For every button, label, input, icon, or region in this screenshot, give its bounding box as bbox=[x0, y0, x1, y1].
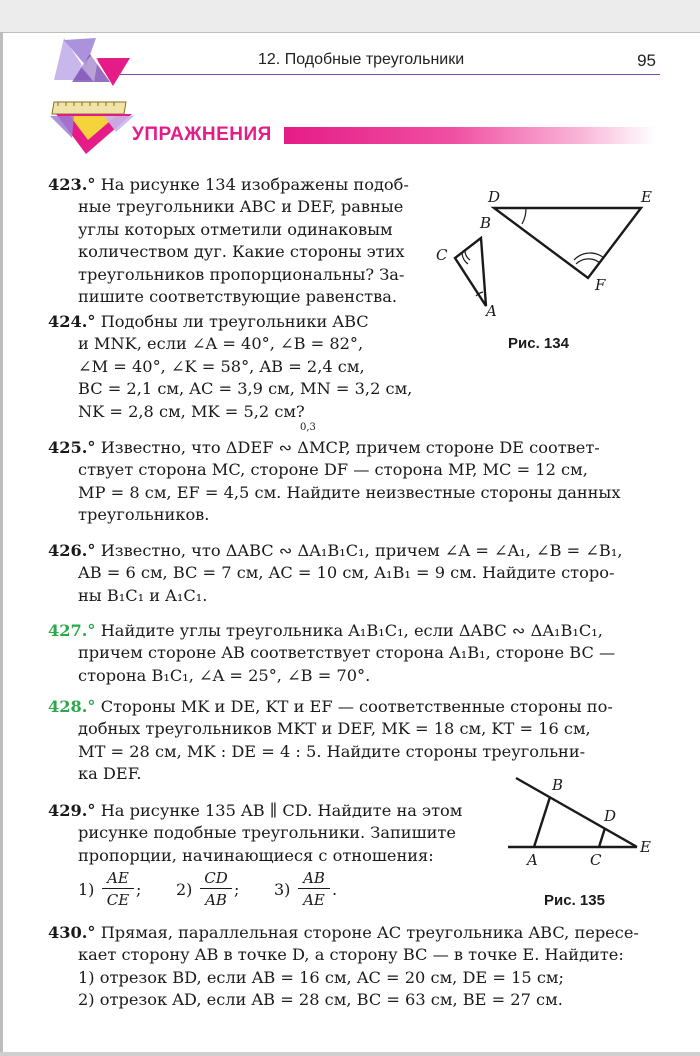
ratio-number: 3) bbox=[274, 880, 291, 899]
exercise-number: 430.° bbox=[48, 923, 96, 942]
viewer-left-edge bbox=[0, 32, 3, 1056]
figure-label: E bbox=[640, 838, 651, 856]
ratio-number: 1) bbox=[78, 880, 95, 899]
fraction bbox=[298, 868, 330, 909]
exercise-line: BC = 2,1 см, AC = 3,9 см, MN = 3,2 см, bbox=[78, 379, 413, 399]
viewer-bottom-edge bbox=[0, 1052, 700, 1056]
figure-134-caption: Рис. 134 bbox=[508, 335, 569, 352]
exercise-line: NK = 2,8 см, MK = 5,2 см? bbox=[78, 401, 305, 421]
fraction-numerator: AB bbox=[298, 868, 330, 889]
exercise-line: причем стороне AB соответствует сторона A₁B₁, стороне BC — bbox=[78, 643, 616, 663]
ratio-options bbox=[78, 868, 378, 916]
fraction-denominator: AB bbox=[205, 891, 227, 909]
exercise-line: треугольников. bbox=[78, 505, 210, 525]
section-heading-bar bbox=[284, 127, 656, 144]
exercise-line: Найдите углы треугольника A₁B₁C₁, если ΔABC ∾ ΔA₁B₁C₁, bbox=[100, 621, 603, 640]
exercise-line: 1) отрезок BD, если AB = 16 см, AC = 20 см, DE = 15 см; bbox=[78, 967, 564, 987]
section-title: 12. Подобные треугольники bbox=[258, 51, 465, 68]
exercise-line: ∠M = 40°, ∠K = 58°, AB = 2,4 см, bbox=[78, 356, 365, 376]
exercise-line: сторона B₁C₁, ∠A = 25°, ∠B = 70°. bbox=[78, 665, 371, 685]
exercises-ruler-icon bbox=[46, 92, 136, 156]
exercise-line: ка DEF. bbox=[78, 764, 142, 784]
exercise-number: 425.° bbox=[48, 438, 96, 457]
figure-label: D bbox=[488, 188, 501, 206]
exercise-423 bbox=[48, 174, 415, 308]
exercise-426 bbox=[48, 540, 655, 607]
similarity-ratio: 0,3 bbox=[300, 422, 316, 433]
exercise-line: MT = 28 см, MK : DE = 4 : 5. Найдите стороны треугольни- bbox=[78, 741, 586, 761]
exercise-line: Прямая, параллельная стороне AC треугольника ABC, пересе- bbox=[100, 923, 639, 942]
fraction bbox=[200, 868, 232, 909]
figure-134 bbox=[428, 186, 660, 320]
exercise-line: Стороны MK и DE, KT и EF — соответственные стороны по- bbox=[100, 697, 613, 716]
exercise-line: треугольников пропорциональны? За- bbox=[78, 264, 405, 284]
exercise-number: 424.° bbox=[48, 312, 96, 331]
exercise-line: MP = 8 см, EF = 4,5 см. Найдите неизвестные стороны данных bbox=[78, 482, 621, 502]
exercise-line: ные треугольники ABC и DEF, равные bbox=[78, 197, 404, 217]
exercise-425 bbox=[48, 437, 655, 527]
exercise-line: добных треугольников MKT и DEF, MK = 18 см, KT = 16 см, bbox=[78, 719, 591, 739]
exercise-line: Известно, что ΔDEF ∾ ΔMCP, причем стороне DE соответ- bbox=[100, 438, 600, 457]
ratio-separator: ; bbox=[234, 880, 240, 899]
figure-label: A bbox=[527, 851, 538, 869]
figure-label: E bbox=[641, 188, 652, 206]
figure-label: B bbox=[480, 214, 492, 232]
figure-label: A bbox=[486, 302, 497, 320]
fraction-denominator: CE bbox=[106, 891, 130, 909]
exercise-line: пишите соответствующие равенства. bbox=[78, 287, 397, 307]
exercise-430 bbox=[48, 922, 655, 1012]
ratio-option bbox=[274, 868, 354, 916]
exercise-line: пропорции, начинающиеся с отношения: bbox=[78, 845, 434, 865]
exercise-line: кает сторону AB в точке D, а сторону BC — в точке E. Найдите: bbox=[78, 945, 624, 965]
exercise-line: ны B₁C₁ и A₁C₁. bbox=[78, 585, 208, 605]
header-triangles-icon bbox=[50, 36, 130, 88]
fraction-numerator: CD bbox=[200, 868, 232, 889]
header-rule bbox=[120, 74, 660, 75]
exercise-line: рисунке подобные треугольники. Запишите bbox=[78, 823, 456, 843]
exercise-line: углы которых отметили одинаковым bbox=[78, 219, 393, 239]
exercise-424 bbox=[48, 311, 415, 423]
exercise-427 bbox=[48, 620, 655, 687]
exercise-429 bbox=[48, 800, 488, 867]
exercise-line: 2) отрезок AD, если AB = 28 см, BC = 63 см, BE = 27 см. bbox=[78, 990, 563, 1010]
exercise-line: На рисунке 135 AB ∥ CD. Найдите на этом bbox=[100, 801, 463, 820]
exercise-line: AB = 6 см, BC = 7 см, AC = 10 см, A₁B₁ = 9 см. Найдите сторо- bbox=[78, 563, 615, 583]
exercise-number: 423.° bbox=[48, 175, 96, 194]
figure-135 bbox=[500, 770, 662, 870]
section-heading: УПРАЖНЕНИЯ bbox=[132, 124, 272, 145]
fraction bbox=[102, 868, 134, 909]
exercise-line: Подобны ли треугольники ABC bbox=[100, 312, 369, 331]
figure-label: D bbox=[604, 807, 617, 825]
exercise-number: 428.° bbox=[48, 697, 96, 716]
ratio-separator: . bbox=[332, 880, 338, 899]
exercise-number: 426.° bbox=[48, 541, 96, 560]
exercise-number: 427.° bbox=[48, 621, 96, 640]
figure-label: C bbox=[590, 851, 602, 869]
exercise-line: Известно, что ΔABC ∾ ΔA₁B₁C₁, причем ∠A = ∠A₁, ∠B = ∠B₁, bbox=[100, 541, 623, 560]
fraction-numerator: AE bbox=[102, 868, 134, 889]
exercise-number: 429.° bbox=[48, 801, 96, 820]
exercise-line: и MNK, если ∠A = 40°, ∠B = 82°, bbox=[78, 334, 364, 354]
figure-135-caption: Рис. 135 bbox=[544, 892, 605, 909]
ratio-option bbox=[78, 868, 158, 916]
exercise-line: На рисунке 134 изображены подоб- bbox=[100, 175, 409, 194]
page-number: 95 bbox=[637, 51, 656, 70]
figure-label: F bbox=[595, 276, 606, 294]
figure-label: C bbox=[436, 246, 448, 264]
viewer-top-bar bbox=[0, 0, 700, 33]
exercise-line: ствует сторона MC, стороне DF — сторона MP, MC = 12 см, bbox=[78, 460, 588, 480]
ratio-option bbox=[176, 868, 256, 916]
figure-label: B bbox=[552, 776, 564, 794]
fraction-denominator: AE bbox=[303, 891, 325, 909]
running-header bbox=[120, 51, 660, 80]
exercise-line: количеством дуг. Какие стороны этих bbox=[78, 242, 405, 262]
ratio-separator: ; bbox=[136, 880, 142, 899]
ratio-number: 2) bbox=[176, 880, 193, 899]
